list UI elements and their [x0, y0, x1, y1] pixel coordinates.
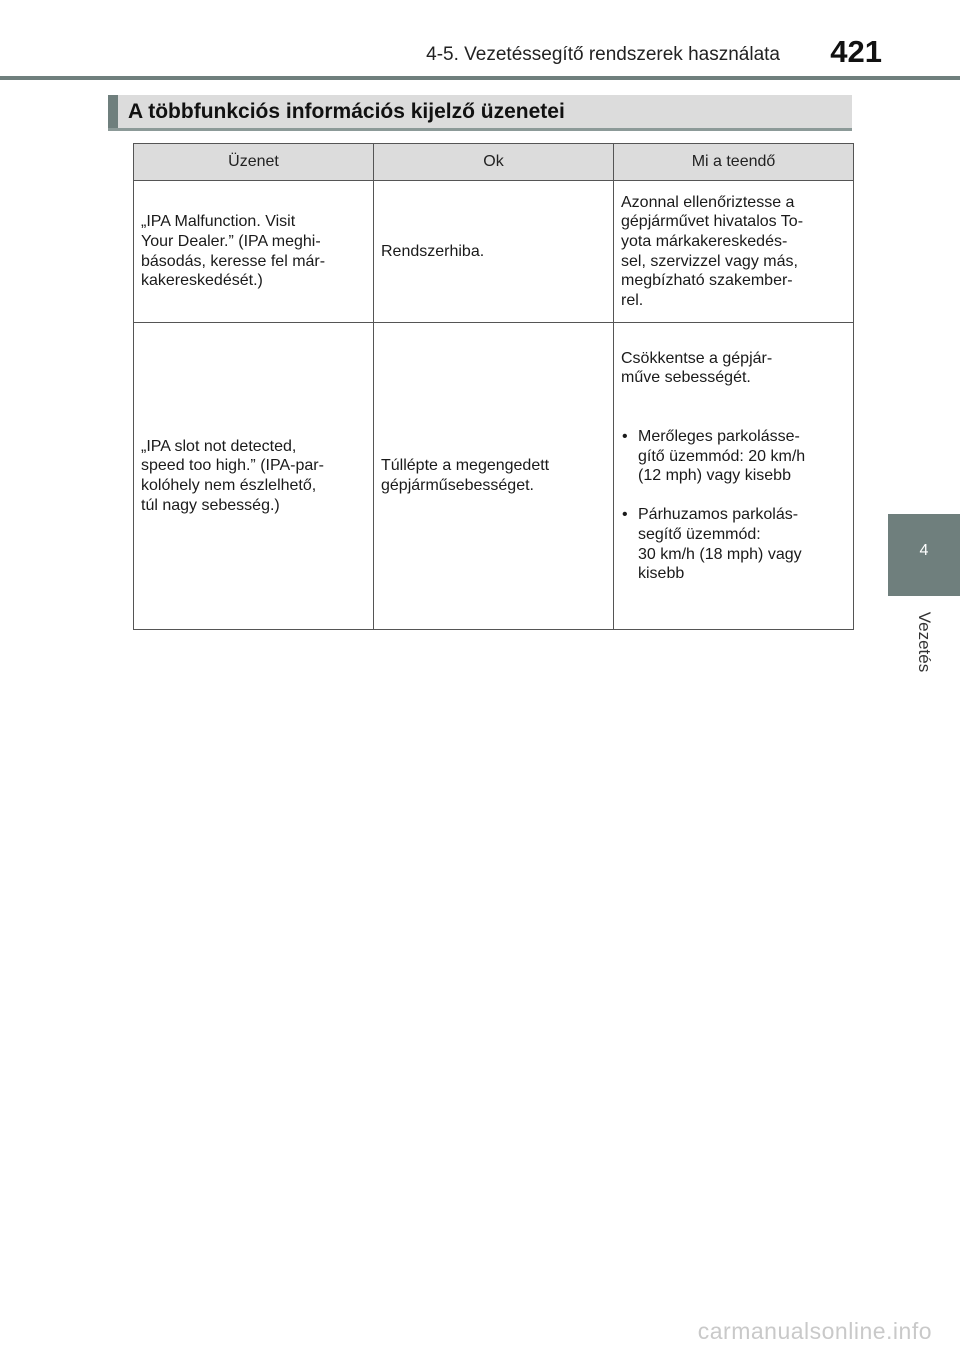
action-bullet-item: [621, 505, 847, 583]
action-bullet-list: [621, 407, 847, 603]
message-cell: „IPA slot not detected, speed too high.” (IPA-par- kolóhely nem észlelhető, túl nagy sebesség.): [134, 323, 374, 630]
action-bullet-text: Párhuzamos parkolás- segítő üzemmód: 30 km/h (18 mph) vagy kisebb: [638, 506, 802, 583]
chapter-tab: [888, 514, 960, 596]
action-intro: Csökkentse a gépjár- műve sebességét.: [621, 349, 773, 387]
action-bullet-text: Merőleges parkolásse- gítő üzemmód: 20 km/h (12 mph) vagy kisebb: [638, 427, 806, 485]
bullet-icon: •: [622, 427, 628, 445]
messages-table: [133, 143, 854, 630]
cause-cell: Rendszerhiba.: [374, 181, 614, 323]
watermark: carmanualsonline.info: [697, 1318, 932, 1344]
bullet-icon: •: [622, 506, 628, 524]
page-header: [0, 0, 960, 80]
column-header-message: Üzenet: [134, 144, 374, 181]
header-divider: [0, 76, 960, 80]
action-cell: [614, 323, 854, 630]
table-header-row: [134, 144, 854, 181]
section-title: A többfunkciós információs kijelző üzenetei: [128, 100, 565, 123]
page-number: 421: [830, 34, 882, 69]
message-cell: „IPA Malfunction. Visit Your Dealer.” (IPA meghi- básodás, keresse fel már- kakereskedését.): [134, 181, 374, 323]
table-row: [134, 181, 854, 323]
chapter-number: 4: [919, 542, 929, 559]
chapter-label: Vezetés: [915, 611, 934, 673]
action-cell: Azonnal ellenőriztesse a gépjárművet hivatalos To- yota márkakereskedés- sel, szervizzel vagy más, megbízható szakember- rel.: [614, 181, 854, 323]
section-title-bar: [108, 95, 852, 131]
section-title-accent: [108, 95, 118, 128]
column-header-cause: Ok: [374, 144, 614, 181]
column-header-action: Mi a teendő: [614, 144, 854, 181]
cause-cell: Túllépte a megengedett gépjárműsebességet.: [374, 323, 614, 630]
table-row: [134, 323, 854, 630]
section-reference: 4-5. Vezetéssegítő rendszerek használata: [426, 44, 780, 65]
action-bullet-item: [621, 427, 847, 486]
